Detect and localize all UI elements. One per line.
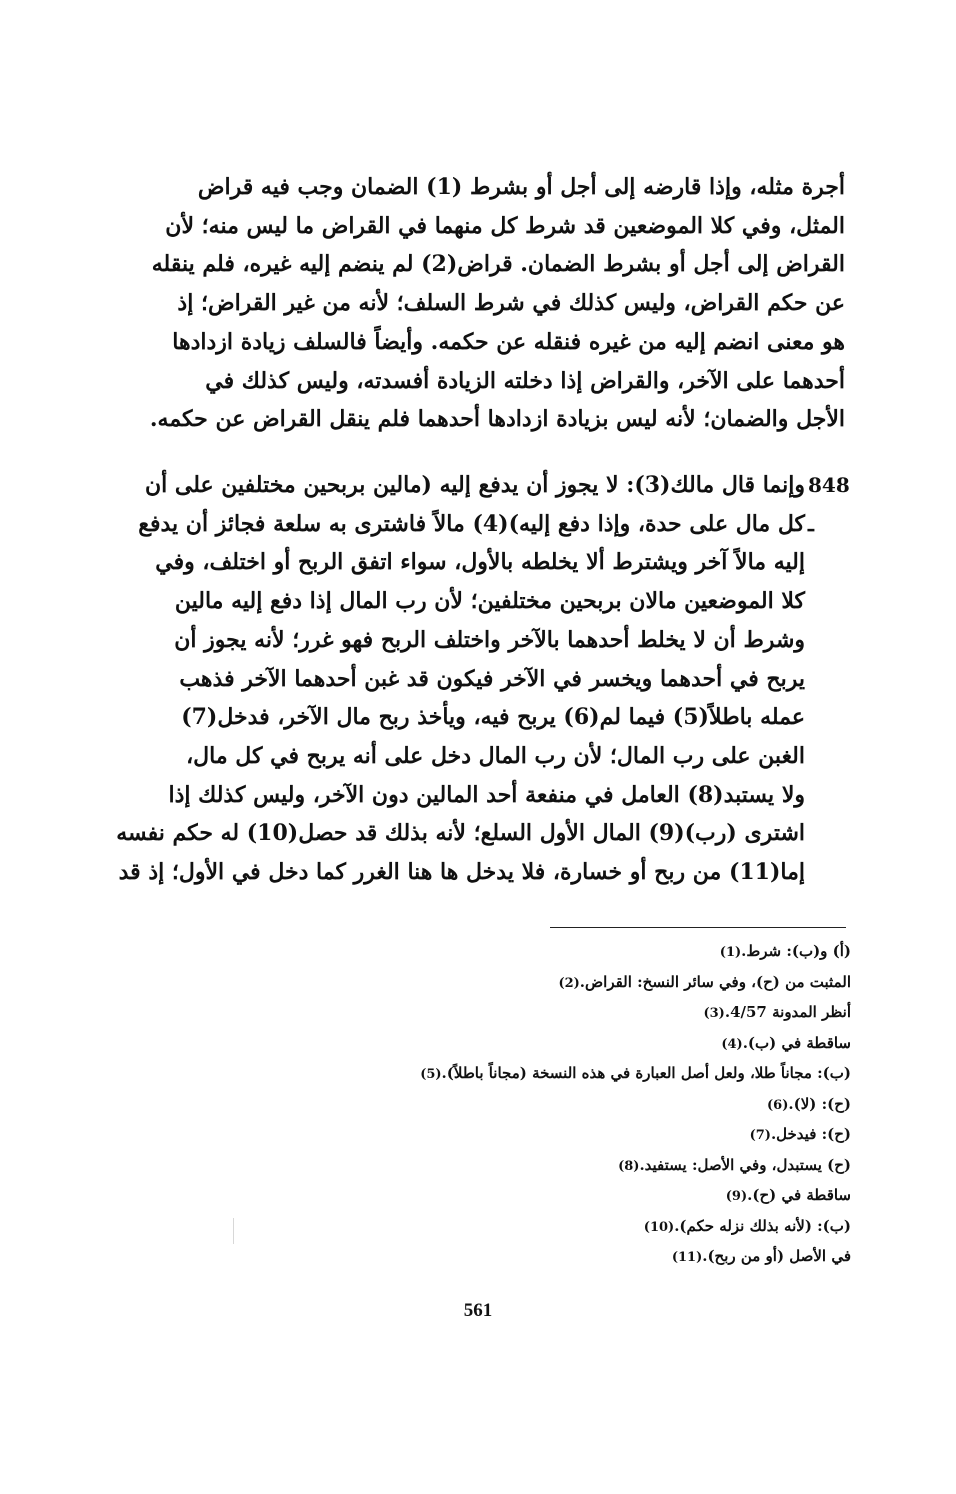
footnote-divider — [550, 927, 846, 928]
footnote-text: (ح): (لا). — [788, 1094, 851, 1113]
footnote-number: (8) — [618, 1158, 640, 1174]
text-line: ولا يستبد(8) العامل في منفعة أحد المالين دون الآخر، وليس كذلك إذا — [168, 781, 805, 808]
text-line: أجرة مثله، وإذا قارضه إلى أجل أو بشرط (1) الضمان وجب فيه قراض — [197, 174, 845, 200]
text-line: الأجل والضمان؛ لأنه ليس بزيادة ازدادها أحدهما فلم ينقل القراض عن حكمه. — [149, 406, 845, 433]
footnote-number: (4) — [721, 1036, 743, 1052]
text-line: كل مال على حدة، وإذا دفع إليه)(4) مالاً فاشترى به سلعة فجائز أن يدفع — [138, 510, 805, 537]
footnote-text: المثبت من (ح)، وفي سائر النسخ: القراض. — [579, 972, 851, 991]
footnotes — [291, 936, 851, 1272]
footnote-item — [291, 1058, 851, 1089]
footnote-text: (أ) و(ب): شرط. — [741, 942, 851, 960]
footnote-text: (ب): مجاناً طلا، ولعل أصل العبارة في هذه النسخة (مجاناً باطلاً). — [441, 1064, 851, 1082]
text-line: وشرط أن لا يخلط أحدهما بالآخر واختلف الربح فهو غرر؛ لأنه يجوز أن — [174, 626, 805, 653]
footnote-number: (2) — [558, 975, 580, 991]
footnote-item — [291, 1150, 851, 1181]
footnote-number: (11) — [671, 1250, 703, 1265]
footnote-number: (10) — [643, 1219, 675, 1235]
text-line: الغبن على رب المال؛ لأن رب المال دخل على أنه يربح في كل مال، — [186, 742, 805, 769]
footnote-text: في الأصل (أو من ربح). — [702, 1247, 851, 1265]
text-line: يربح في أحدهما ويخسر في الآخر فيكون قد غبن أحدهما الآخر فذهب — [179, 665, 805, 692]
text-line: إما(11) من ربح أو خسارة، فلا يدخل ها هنا الغرر كما دخل في الأول؛ إذ قد — [118, 859, 805, 886]
text-line: القراض إلى أجل أو بشرط الضمان. قراض(2) لم ينضم إليه غيره، فلم ينقله — [151, 251, 845, 278]
footnote-item — [291, 936, 851, 967]
text-line: اشترى (رب)(9) المال الأول السلع؛ لأنه بذلك قد حصل(10) له حكم نفسه — [116, 820, 805, 847]
footnote-item — [291, 1241, 851, 1272]
text-line: المثل، وفي كلا الموضعين قد شرط كل منهما في القراض ما ليس منه؛ لأن — [165, 212, 845, 239]
footnote-item — [291, 1180, 851, 1211]
footnote-text: (ح) يستبدل، وفي الأصل: يستفيد. — [639, 1155, 851, 1174]
footnote-text: (ح): فيدخل. — [770, 1125, 851, 1143]
footnote-item — [291, 1028, 851, 1059]
text-line: عمله باطلاً(5) فيما لم(6) يربح فيه، ويأخذ ربح مال الآخر، فدخل(7) — [181, 704, 805, 731]
footnote-number: (9) — [725, 1189, 748, 1204]
footnote-text: أنظر المدونة 4/57. — [724, 1003, 851, 1021]
footnote-text: ساقطة في (ح). — [747, 1186, 851, 1204]
text-line: أحدهما على الآخر، والقراض إذا دخلته الزيادة أفسدته، وليس كذلك في — [205, 367, 845, 394]
paragraph-number: 848 ـ — [808, 473, 850, 536]
footnote-number: (1) — [719, 945, 742, 960]
text-line: كلا الموضعين مالان بربحين مختلفين؛ لأن رب المال إذا دفع إليه مالين — [174, 588, 805, 615]
footnote-number: (3) — [703, 1006, 725, 1021]
page-number: 561 — [463, 1300, 493, 1321]
footnote-text: (ب): (لأنه بذلك نزله حكم). — [674, 1216, 851, 1235]
scan-mark — [233, 1218, 234, 1244]
text-line: هو معنى انضم إليه من غيره فنقله عن حكمه. وأيضاً فالسلف زيادة ازدادها — [172, 328, 845, 355]
footnote-item — [291, 997, 851, 1028]
paragraph-continuation — [100, 168, 845, 439]
footnote-text: ساقطة في (ب). — [742, 1033, 851, 1052]
footnote-number: (6) — [767, 1097, 789, 1113]
footnote-number: (7) — [749, 1128, 771, 1143]
text-line: وإنما قال مالك(3): لا يجوز أن يدفع إليه (مالين بربحين مختلفين على أن — [144, 472, 805, 498]
footnote-item — [291, 1211, 851, 1242]
footnote-item — [291, 1089, 851, 1120]
text-line: إليه مالاً آخر ويشترط ألا يخلطه بالأول، سواء اتفق الربح أو اختلف، وفي — [155, 549, 805, 576]
footnote-number: (5) — [420, 1067, 442, 1082]
paragraph-848 — [100, 466, 805, 892]
footnote-item — [291, 1119, 851, 1150]
footnote-item — [291, 967, 851, 998]
text-line: عن حكم القراض، وليس كذلك في شرط السلف؛ لأنه من غير القراض؛ إذ — [177, 290, 845, 317]
